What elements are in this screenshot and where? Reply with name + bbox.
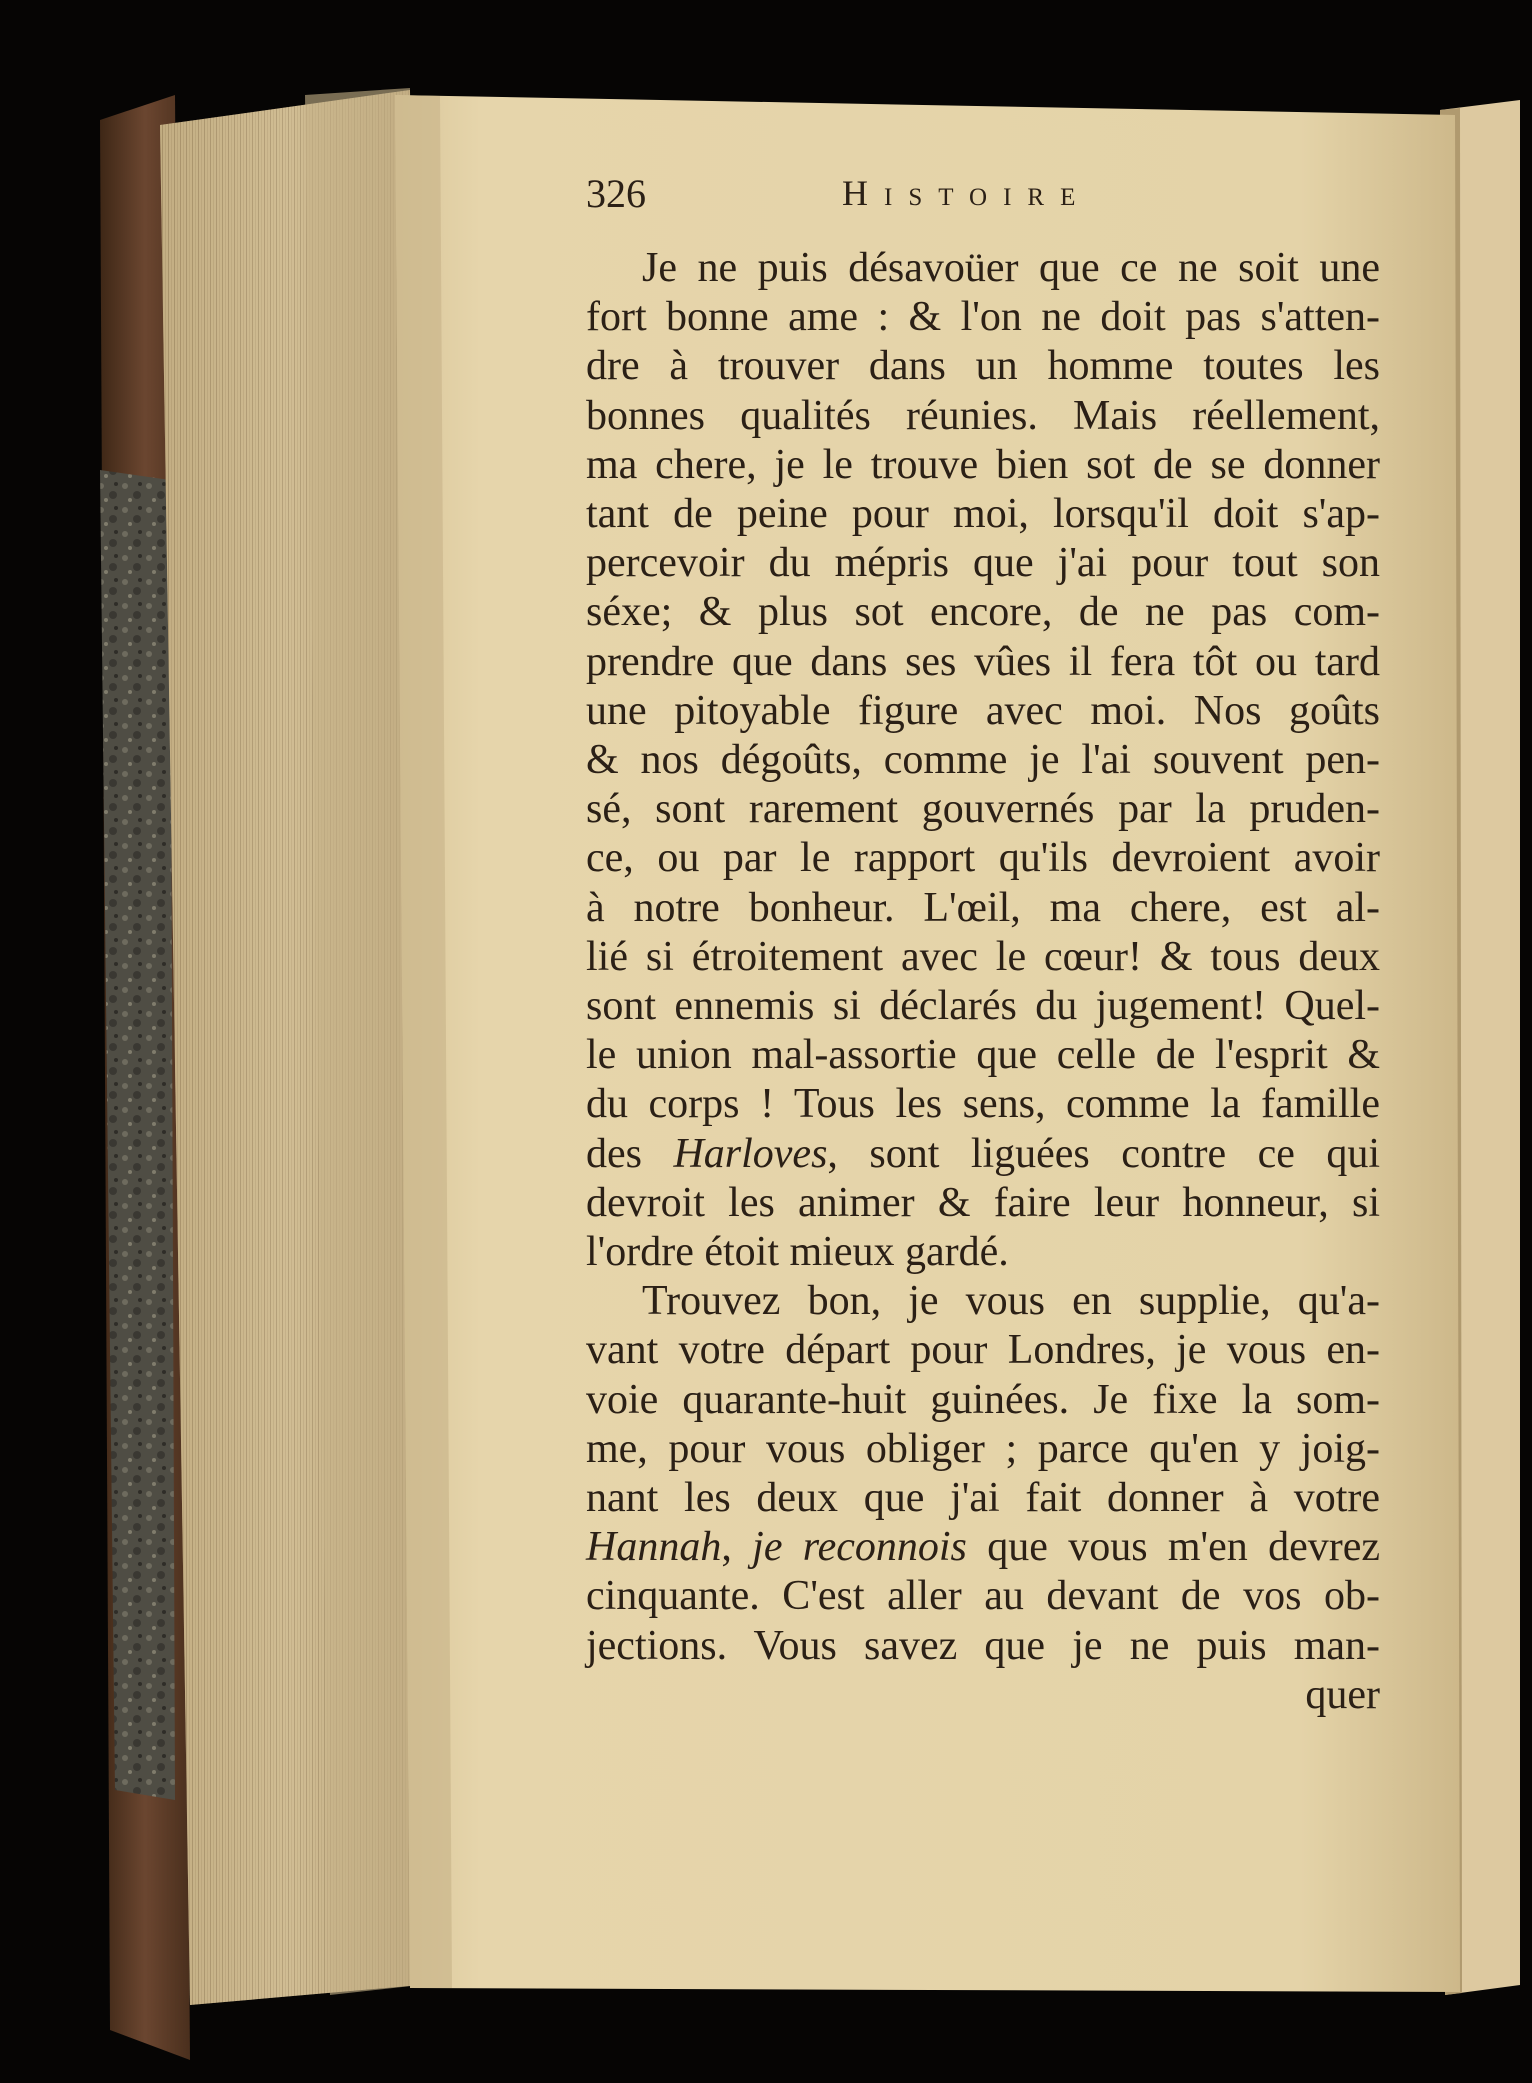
text-segment: devroit les animer & faire leur honneur, si bbox=[586, 1179, 1380, 1226]
page-number: 326 bbox=[586, 171, 646, 216]
text-line bbox=[586, 933, 1380, 981]
text-line bbox=[586, 1228, 1380, 1276]
text-segment: ce, ou par le rapport qu'ils devroient avoir bbox=[586, 835, 1380, 882]
text-segment: Je ne puis désavoüer que ce ne soit une bbox=[642, 245, 1380, 291]
text-line bbox=[586, 982, 1380, 1030]
catchword bbox=[586, 1671, 1380, 1719]
text-line bbox=[586, 392, 1380, 440]
text-line bbox=[586, 1179, 1380, 1227]
text-line bbox=[586, 785, 1380, 833]
text-segment: tant de peine pour moi, lorsqu'il doit s'ap- bbox=[586, 491, 1380, 537]
text-segment: & nos dégoûts, comme je l'ai souvent pen- bbox=[586, 737, 1380, 783]
italic-text: Harloves bbox=[673, 1130, 828, 1177]
text-line bbox=[586, 588, 1380, 636]
text-segment: fort bonne ame : & l'on ne doit pas s'atten- bbox=[586, 294, 1380, 341]
text-segment: prendre que dans ses vûes il fera tôt ou tard bbox=[586, 638, 1380, 685]
text-line bbox=[586, 1031, 1380, 1079]
text-segment: lié si étroitement avec le cœur! & tous deux bbox=[586, 933, 1380, 980]
text-segment: sé, sont rarement gouvernés par la pruden- bbox=[586, 786, 1380, 833]
text-line bbox=[586, 1326, 1380, 1374]
text-line bbox=[586, 1622, 1380, 1670]
text-segment: séxe; & plus sot encore, de ne pas com- bbox=[586, 589, 1380, 636]
text-line bbox=[586, 441, 1380, 489]
text-segment: percevoir du mépris que j'ai pour tout son bbox=[586, 540, 1380, 587]
text-segment: vant votre départ pour Londres, je vous en- bbox=[586, 1327, 1380, 1374]
italic-text: Hannah bbox=[586, 1524, 722, 1571]
text-segment: des bbox=[586, 1130, 674, 1177]
text-segment: nant les deux que j'ai fait donner à votre bbox=[586, 1475, 1380, 1521]
text-line bbox=[586, 1572, 1380, 1620]
text-line bbox=[586, 884, 1380, 932]
text-segment: Trouvez bon, je vous en supplie, qu'a- bbox=[642, 1278, 1380, 1325]
text-line bbox=[586, 244, 1380, 292]
text-segment: que vous m'en devrez bbox=[966, 1524, 1380, 1571]
running-head bbox=[586, 170, 1146, 226]
text-segment: le union mal-assortie que celle de l'esprit & bbox=[586, 1032, 1380, 1079]
page-edges bbox=[160, 88, 420, 2005]
text-line bbox=[586, 736, 1380, 784]
text-segment: jections. Vous savez que je ne puis man- bbox=[586, 1622, 1380, 1669]
text-line bbox=[586, 1474, 1380, 1522]
text-segment: , sont liguées contre ce qui bbox=[827, 1130, 1380, 1177]
text-line bbox=[586, 539, 1380, 587]
text-line bbox=[586, 342, 1380, 390]
text-segment: ma chere, je le trouve bien sot de se donner bbox=[586, 441, 1380, 488]
text-segment: l'ordre étoit mieux gardé. bbox=[586, 1229, 1009, 1275]
text-line bbox=[586, 1277, 1380, 1325]
italic-text: je reconnois bbox=[752, 1524, 967, 1571]
text-segment: une pitoyable figure avec moi. Nos goûts bbox=[586, 687, 1380, 734]
text-segment: du corps ! Tous les sens, comme la famille bbox=[586, 1081, 1380, 1128]
text-segment: cinquante. C'est aller au devant de vos ob- bbox=[586, 1573, 1380, 1620]
text-line bbox=[586, 687, 1380, 735]
text-line bbox=[586, 293, 1380, 341]
text-segment: à notre bonheur. L'œil, ma chere, est al- bbox=[586, 884, 1380, 931]
running-head-title: Histoire bbox=[842, 173, 1092, 213]
text-segment: , bbox=[721, 1524, 753, 1571]
text-line bbox=[586, 834, 1380, 882]
text-segment: me, pour vous obliger ; parce qu'en y joig- bbox=[586, 1425, 1380, 1472]
text-line bbox=[586, 490, 1380, 538]
text-segment: sont ennemis si déclarés du jugement! Quel- bbox=[586, 983, 1380, 1029]
text-line bbox=[586, 1376, 1380, 1424]
text-segment: dre à trouver dans un homme toutes les bbox=[586, 343, 1380, 390]
text-line bbox=[586, 638, 1380, 686]
text-segment: voie quarante-huit guinées. Je fixe la som- bbox=[586, 1376, 1380, 1423]
text-line bbox=[586, 1523, 1380, 1571]
text-line bbox=[586, 1425, 1380, 1473]
text-segment: bonnes qualités réunies. Mais réellement, bbox=[586, 392, 1380, 439]
text-line bbox=[586, 1130, 1380, 1178]
text-line bbox=[586, 1080, 1380, 1128]
text-segment: quer bbox=[1305, 1671, 1380, 1718]
